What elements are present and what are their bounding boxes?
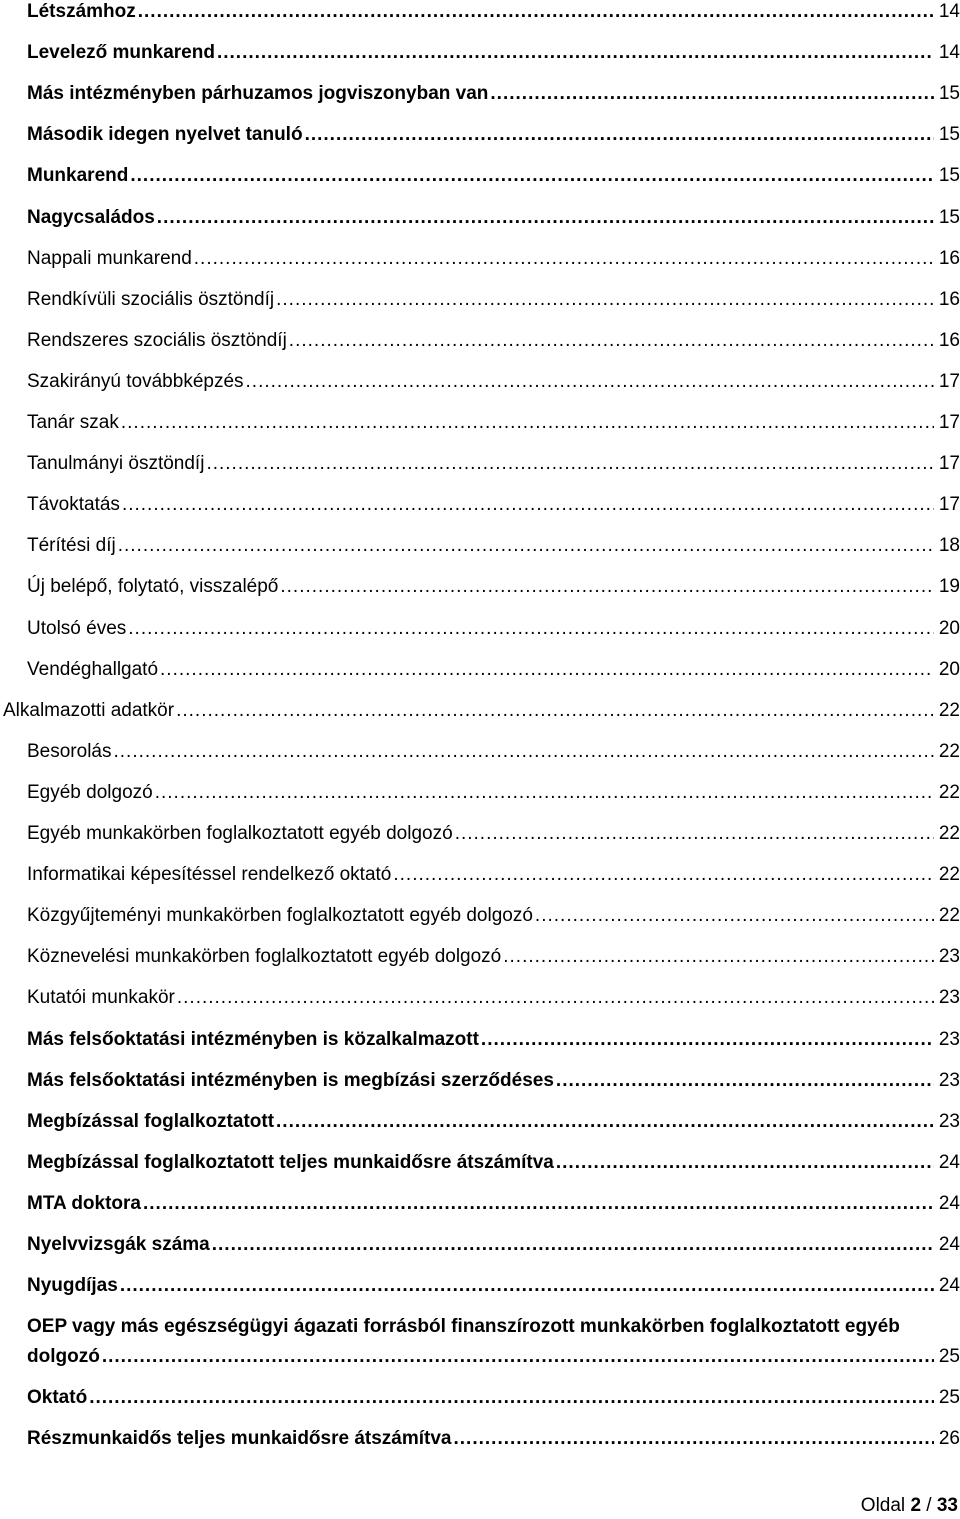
toc-entry-label: Második idegen nyelvet tanuló [27,124,303,146]
toc-entry-page-number: 24 [938,1192,960,1214]
toc-entry-page-number: 25 [938,1387,960,1409]
toc-entry-page-number: 16 [938,329,960,351]
toc-entry[interactable] [0,1028,960,1052]
toc-entry[interactable] [0,822,960,846]
toc-entry-page-number: 17 [938,412,960,433]
toc-entry-page-number: 17 [938,370,960,392]
toc-entry[interactable] [0,288,960,312]
dot-leader [289,329,934,353]
dot-leader [114,740,935,764]
dot-leader [160,658,934,682]
toc-entry-label: Rendszeres szociális ösztöndíj [27,329,287,351]
toc-entry-label: Köznevelési munkakörben foglalkoztatott egyéb dolgozó [27,946,502,968]
current-page-number: 2 [910,1495,922,1516]
toc-entry[interactable] [0,781,960,805]
toc-entry-label-continued: dolgozó [27,1346,100,1368]
toc-entry-label: Levelező munkarend [27,42,215,64]
dot-leader [454,1427,935,1451]
toc-entry[interactable] [0,82,960,106]
toc-entry-label: Részmunkaidős teljes munkaidősre átszámítva [27,1428,452,1450]
toc-entry[interactable] [0,123,960,147]
toc-entry-page-number: 16 [938,247,960,269]
toc-entry[interactable] [0,1315,960,1369]
dot-leader [556,1069,934,1093]
toc-entry-page-number: 23 [938,1028,960,1050]
toc-entry-label: Más intézményben párhuzamos jogviszonyban van [27,83,489,105]
dot-leader [120,1274,934,1298]
toc-entry-page-number: 23 [938,1110,960,1132]
toc-entry-label: Alkalmazotti adatkör [3,699,175,721]
dot-leader [157,206,934,230]
toc-entry-label: MTA doktora [27,1192,141,1214]
page-footer [861,1494,958,1518]
page-label: Oldal [860,1495,906,1516]
toc-entry-page-number: 19 [938,576,960,598]
dot-leader [130,164,934,188]
toc-entry[interactable] [0,1069,960,1093]
dot-leader [206,452,934,476]
toc-entry[interactable] [0,493,960,517]
toc-entry[interactable] [0,904,960,928]
dot-leader [246,370,934,394]
toc-entry[interactable] [0,0,960,24]
toc-entry-page-number: 24 [938,1234,960,1255]
toc-entry-label: Besorolás [27,740,112,762]
toc-entry-page-number: 22 [938,864,960,886]
toc-entry-label: Nagycsaládos [27,206,155,228]
toc-entry-page-number: 18 [938,535,960,557]
toc-entry-label: Tanulmányi ösztöndíj [27,453,205,475]
toc-entry-label: Tanár szak [27,412,119,433]
toc-entry-label: Egyéb munkakörben foglalkoztatott egyéb dolgozó [27,823,453,844]
dot-leader [481,1028,934,1052]
toc-entry[interactable] [0,411,960,435]
toc-entry-page-number: 22 [938,699,960,721]
toc-entry-label: Új belépő, folytató, visszalépő [27,576,279,598]
toc-entry[interactable] [0,575,960,599]
dot-leader [212,1233,934,1257]
toc-entry-page-number: 20 [938,617,960,639]
dot-leader [280,575,934,599]
page-separator: / [926,1495,932,1516]
dot-leader [128,617,934,641]
toc-entry[interactable] [0,329,960,353]
toc-entry[interactable] [0,534,960,558]
dot-leader [118,534,934,558]
dot-leader [276,288,934,312]
toc-entry-page-number: 22 [938,823,960,844]
toc-entry-label: Közgyűjteményi munkakörben foglalkoztatott egyéb dolgozó [27,905,533,927]
toc-entry[interactable] [0,452,960,476]
toc-entry[interactable] [0,247,960,271]
total-page-count: 33 [936,1495,958,1516]
dot-leader [155,781,934,805]
toc-entry-label: Utolsó éves [27,617,127,639]
toc-entry-page-number: 25 [938,1346,960,1368]
toc-entry-page-number: 23 [938,1069,960,1091]
toc-entry[interactable] [0,1274,960,1298]
toc-entry-page-number: 15 [938,206,960,228]
toc-entry-label: Nappali munkarend [27,247,192,269]
dot-leader [490,82,934,106]
toc-entry-label: Nyelvvizsgák száma [27,1234,210,1255]
toc-entry[interactable] [0,699,960,723]
toc-entry[interactable] [0,1151,960,1175]
toc-entry[interactable] [0,370,960,394]
toc-entry[interactable] [0,1427,960,1451]
toc-entry-page-number: 24 [938,1151,960,1173]
toc-entry[interactable] [0,658,960,682]
toc-entry-label: Más felsőoktatási intézményben is közalkalmazott [27,1028,479,1050]
dot-leader [393,863,934,887]
toc-entry[interactable] [0,164,960,188]
toc-entry[interactable] [0,1233,960,1257]
dot-leader [276,1110,934,1134]
toc-entry-label: Megbízással foglalkoztatott teljes munkaidősre átszámítva [27,1151,554,1173]
toc-entry-page-number: 26 [938,1428,960,1450]
dot-leader [122,493,934,517]
toc-entry-page-number: 23 [938,946,960,968]
toc-entry[interactable] [0,206,960,230]
toc-entry-label: Vendéghallgató [27,658,159,680]
toc-entry-label: Nyugdíjas [27,1275,118,1297]
toc-entry-page-number: 16 [938,288,960,310]
toc-entry-page-number: 17 [938,453,960,475]
toc-entry[interactable] [0,945,960,969]
toc-entry-page-number: 14 [938,42,960,64]
dot-leader [535,904,934,928]
dot-leader [194,247,934,271]
toc-entry-page-number: 22 [938,781,960,803]
dot-leader [217,41,934,65]
toc-entry[interactable] [0,1192,960,1216]
toc-entry-label: Munkarend [27,165,129,187]
dot-leader [177,986,934,1010]
toc-entry-label: Kutatói munkakör [27,987,175,1009]
toc-entry-label: Rendkívüli szociális ösztöndíj [27,288,275,310]
toc-entry[interactable] [0,1110,960,1134]
toc-entry-label: Szakirányú továbbképzés [27,370,244,392]
toc-entry-label: Egyéb dolgozó [27,781,153,803]
toc-entry-label: OEP vagy más egészségügyi ágazati forrásból finanszírozott munkakörben foglalkoztatott egyéb [27,1316,900,1338]
toc-entry-page-number: 20 [938,658,960,680]
toc-entry-page-number: 23 [938,987,960,1009]
toc-entry-page-number: 22 [938,905,960,927]
toc-entry-label: Oktató [27,1387,88,1409]
toc-entry[interactable] [0,740,960,764]
toc-entry[interactable] [0,617,960,641]
toc-entry-page-number: 22 [938,740,960,762]
toc-entry[interactable] [0,863,960,887]
dot-leader [455,822,934,846]
dot-leader [305,123,934,147]
toc-entry-page-number: 15 [938,165,960,187]
toc-entry-page-number: 14 [938,1,960,22]
dot-leader [121,411,934,435]
toc-entry-page-number: 24 [938,1275,960,1297]
dot-leader [556,1151,934,1175]
toc-entry[interactable] [0,986,960,1010]
dot-leader [102,1345,934,1369]
dot-leader [503,945,934,969]
toc-entry-page-number: 17 [938,494,960,516]
dot-leader [143,1192,934,1216]
toc-entry-label: Térítési díj [27,535,116,557]
toc-entry-label: Megbízással foglalkoztatott [27,1110,275,1132]
toc-entry-label: Informatikai képesítéssel rendelkező oktató [27,864,392,886]
toc-entry[interactable] [0,1386,960,1410]
toc-entry-page-number: 15 [938,83,960,105]
toc-entry-label: Létszámhoz [27,1,136,22]
dot-leader [176,699,934,723]
toc-entry-label: Más felsőoktatási intézményben is megbízási szerződéses [27,1069,554,1091]
dot-leader [138,0,934,24]
toc-entry-label: Távoktatás [27,494,120,516]
dot-leader [89,1386,934,1410]
toc-entry[interactable] [0,41,960,65]
toc-entry-page-number: 15 [938,124,960,146]
